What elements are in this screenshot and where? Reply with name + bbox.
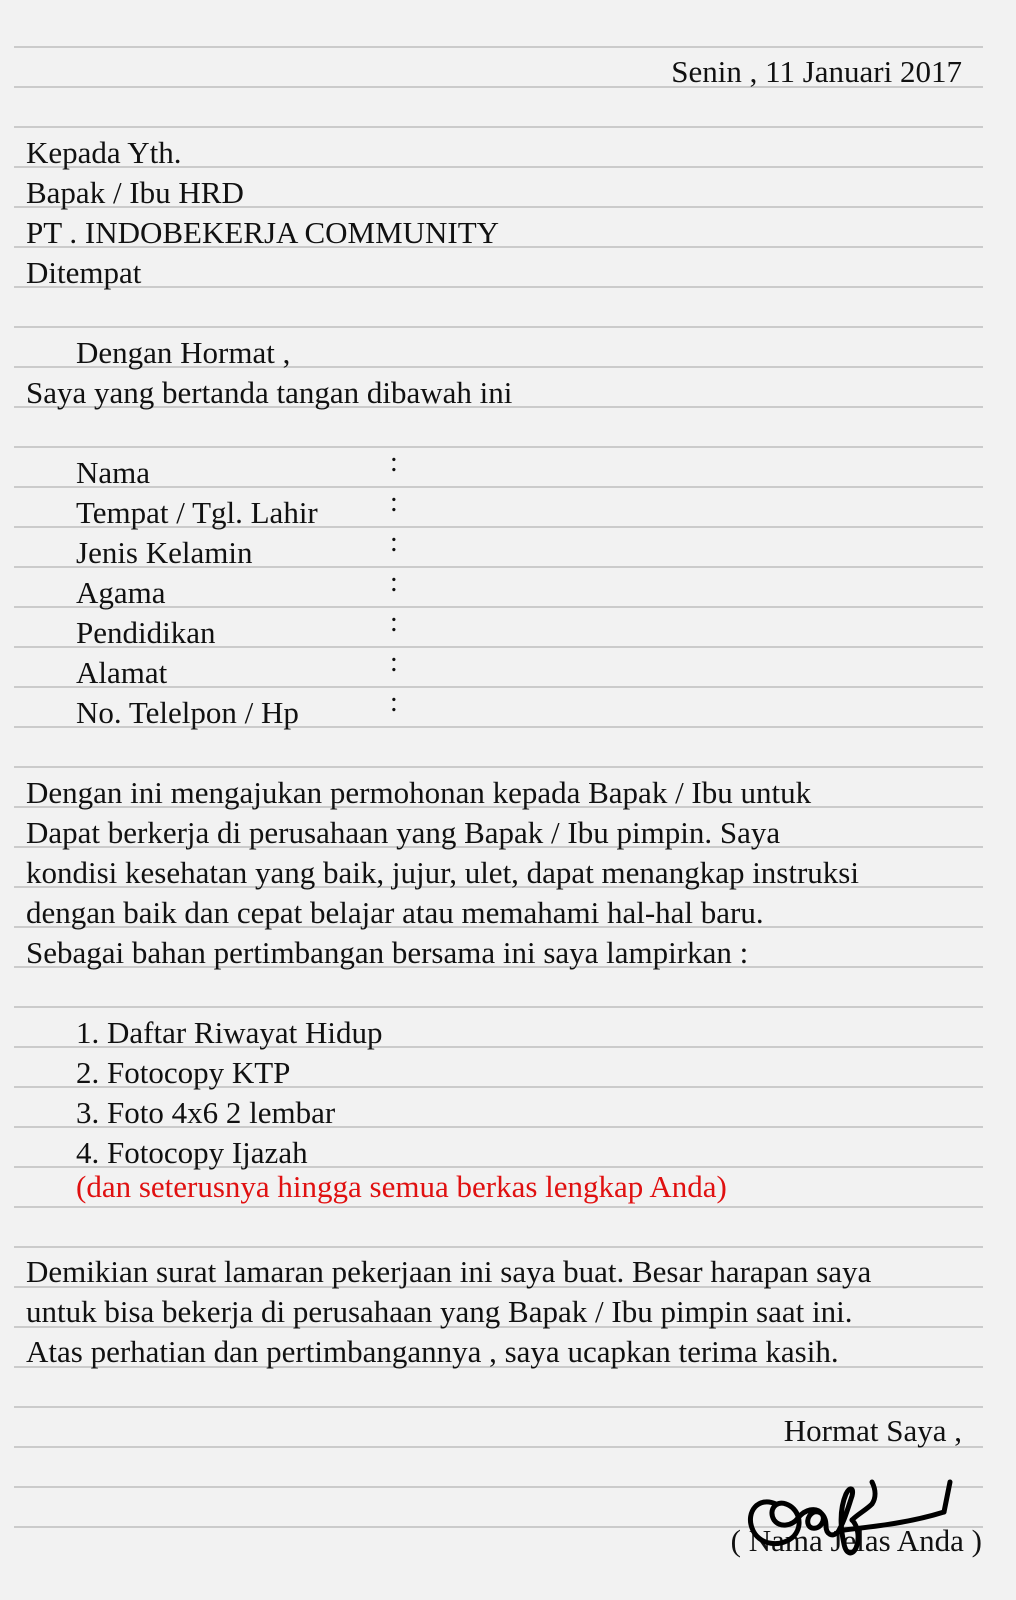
field-separator: : <box>390 447 398 478</box>
recipient-line-4: Ditempat <box>26 255 142 290</box>
closing-line-2: untuk bisa bekerja di perusahaan yang Bapak / Ibu pimpin saat ini. <box>26 1294 853 1329</box>
list-item: 2. Fotocopy KTP <box>76 1055 291 1090</box>
field-label-pendidikan: Pendidikan <box>76 615 216 650</box>
recipient-line-1: Kepada Yth. <box>26 135 182 170</box>
salutation: Dengan Hormat , <box>76 335 291 370</box>
list-item: 1. Daftar Riwayat Hidup <box>76 1015 383 1050</box>
field-label-agama: Agama <box>76 575 166 610</box>
body-line-3: kondisi kesehatan yang baik, jujur, ulet, dapat menangkap instruksi <box>26 855 859 890</box>
list-item: 4. Fotocopy Ijazah <box>76 1135 308 1170</box>
recipient-line-2: Bapak / Ibu HRD <box>26 175 244 210</box>
field-separator: : <box>390 607 398 638</box>
signature-icon <box>740 1452 960 1562</box>
recipient-line-3: PT . INDOBEKERJA COMMUNITY <box>26 215 500 250</box>
field-separator: : <box>390 687 398 718</box>
field-label-alamat: Alamat <box>76 655 168 690</box>
list-item: 3. Foto 4x6 2 lembar <box>76 1095 336 1130</box>
field-separator: : <box>390 647 398 678</box>
closing-line-3: Atas perhatian dan pertimbangannya , saya ucapkan terima kasih. <box>26 1334 839 1369</box>
body-line-4: dengan baik dan cepat belajar atau memahami hal-hal baru. <box>26 895 764 930</box>
signer-name: ( Nama Jelas Anda ) <box>730 1523 982 1558</box>
body-line-5: Sebagai bahan pertimbangan bersama ini saya lampirkan : <box>26 935 749 970</box>
field-label-no-telepon: No. Telelpon / Hp <box>76 695 299 730</box>
body-line-2: Dapat berkerja di perusahaan yang Bapak / Ibu pimpin. Saya <box>26 815 781 850</box>
field-label-nama: Nama <box>76 455 151 490</box>
letter-date: Senin , 11 Januari 2017 <box>671 54 962 89</box>
sign-off: Hormat Saya , <box>783 1413 962 1448</box>
intro-text: Saya yang bertanda tangan dibawah ini <box>26 375 513 410</box>
field-separator: : <box>390 567 398 598</box>
field-separator: : <box>390 487 398 518</box>
attachments-note: (dan seterusnya hingga semua berkas lengkap Anda) <box>76 1169 727 1204</box>
closing-line-1: Demikian surat lamaran pekerjaan ini saya buat. Besar harapan saya <box>26 1254 872 1289</box>
body-line-1: Dengan ini mengajukan permohonan kepada Bapak / Ibu untuk <box>26 775 812 810</box>
field-label-tempat-tgl-lahir: Tempat / Tgl. Lahir <box>76 495 318 530</box>
field-separator: : <box>390 527 398 558</box>
field-label-jenis-kelamin: Jenis Kelamin <box>76 535 253 570</box>
